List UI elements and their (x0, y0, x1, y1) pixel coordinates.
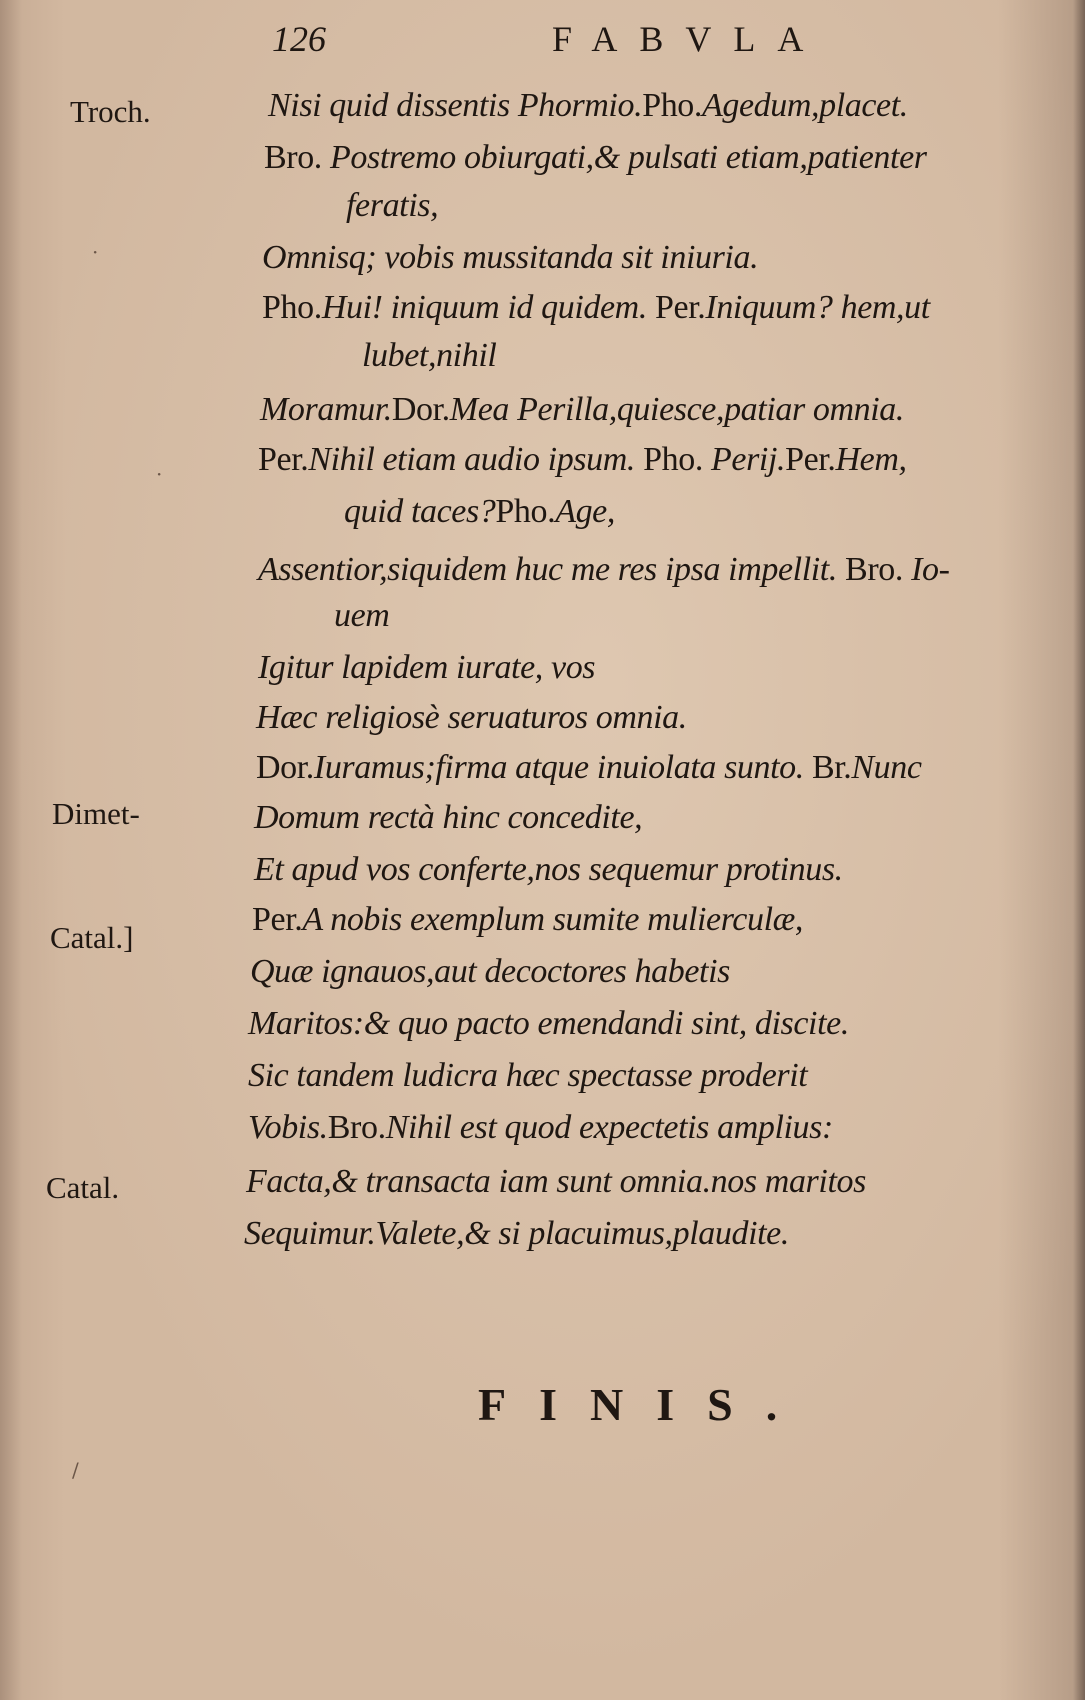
text-line: feratis, (346, 187, 439, 224)
text-line: Facta,& transacta iam sunt omnia.nos maritos (246, 1163, 866, 1200)
page-shadow-left (0, 0, 22, 1700)
text-line: quid taces?Pho.Age, (344, 493, 615, 530)
text-line: Maritos:& quo pacto emendandi sint, discite. (248, 1005, 849, 1042)
margin-note-troch: Troch. (70, 94, 151, 129)
ink-speck: · (156, 462, 163, 486)
text-line: Quæ ignauos,aut decoctores habetis (250, 953, 730, 990)
text-line: Hæc religiosè seruaturos omnia. (256, 699, 687, 736)
text-line: Nisi quid dissentis Phormio.Pho.Agedum,placet. (268, 87, 908, 124)
text-line: Per.A nobis exemplum sumite mulierculæ, (252, 901, 804, 938)
running-title: FABVLA (552, 19, 826, 59)
ink-speck: · (92, 240, 99, 264)
text-line: Per.Nihil etiam audio ipsum. Pho. Perij.Per.Hem, (258, 441, 907, 478)
text-line: Sequimur.Valete,& si placuimus,plaudite. (244, 1215, 789, 1252)
page-shadow-right (1073, 0, 1085, 1700)
page-number: 126 (272, 19, 326, 59)
finis-heading: FINIS. (478, 1379, 811, 1430)
text-line: Assentior,siquidem huc me res ipsa impellit. Bro. Io- (258, 551, 950, 588)
text-line: Et apud vos conferte,nos sequemur protinus. (254, 851, 843, 888)
margin-note-catal-2: Catal. (46, 1170, 120, 1205)
text-line: uem (334, 597, 390, 634)
text-line: Vobis.Bro.Nihil est quod expectetis amplius: (248, 1109, 833, 1146)
margin-note-catal-1: Catal.] (50, 920, 134, 955)
text-line: Igitur lapidem iurate, vos (258, 649, 596, 686)
margin-note-dimet: Dimet- (52, 796, 140, 831)
text-line: Sic tandem ludicra hæc spectasse proderit (248, 1057, 808, 1094)
text-line: Pho.Hui! iniquum id quidem. Per.Iniquum? hem,ut (262, 289, 930, 326)
text-line: Dor.Iuramus;firma atque inuiolata sunto. Br.Nunc (256, 749, 922, 786)
text-line: Moramur.Dor.Mea Perilla,quiesce,patiar omnia. (260, 391, 904, 428)
text-line: Omnisq; vobis mussitanda sit iniuria. (262, 239, 759, 276)
text-line: Bro. Postremo obiurgati,& pulsati etiam,patienter (264, 139, 927, 176)
ink-speck: / (72, 1458, 79, 1482)
text-line: Domum rectà hinc concedite, (254, 799, 643, 836)
text-line: lubet,nihil (362, 337, 497, 374)
